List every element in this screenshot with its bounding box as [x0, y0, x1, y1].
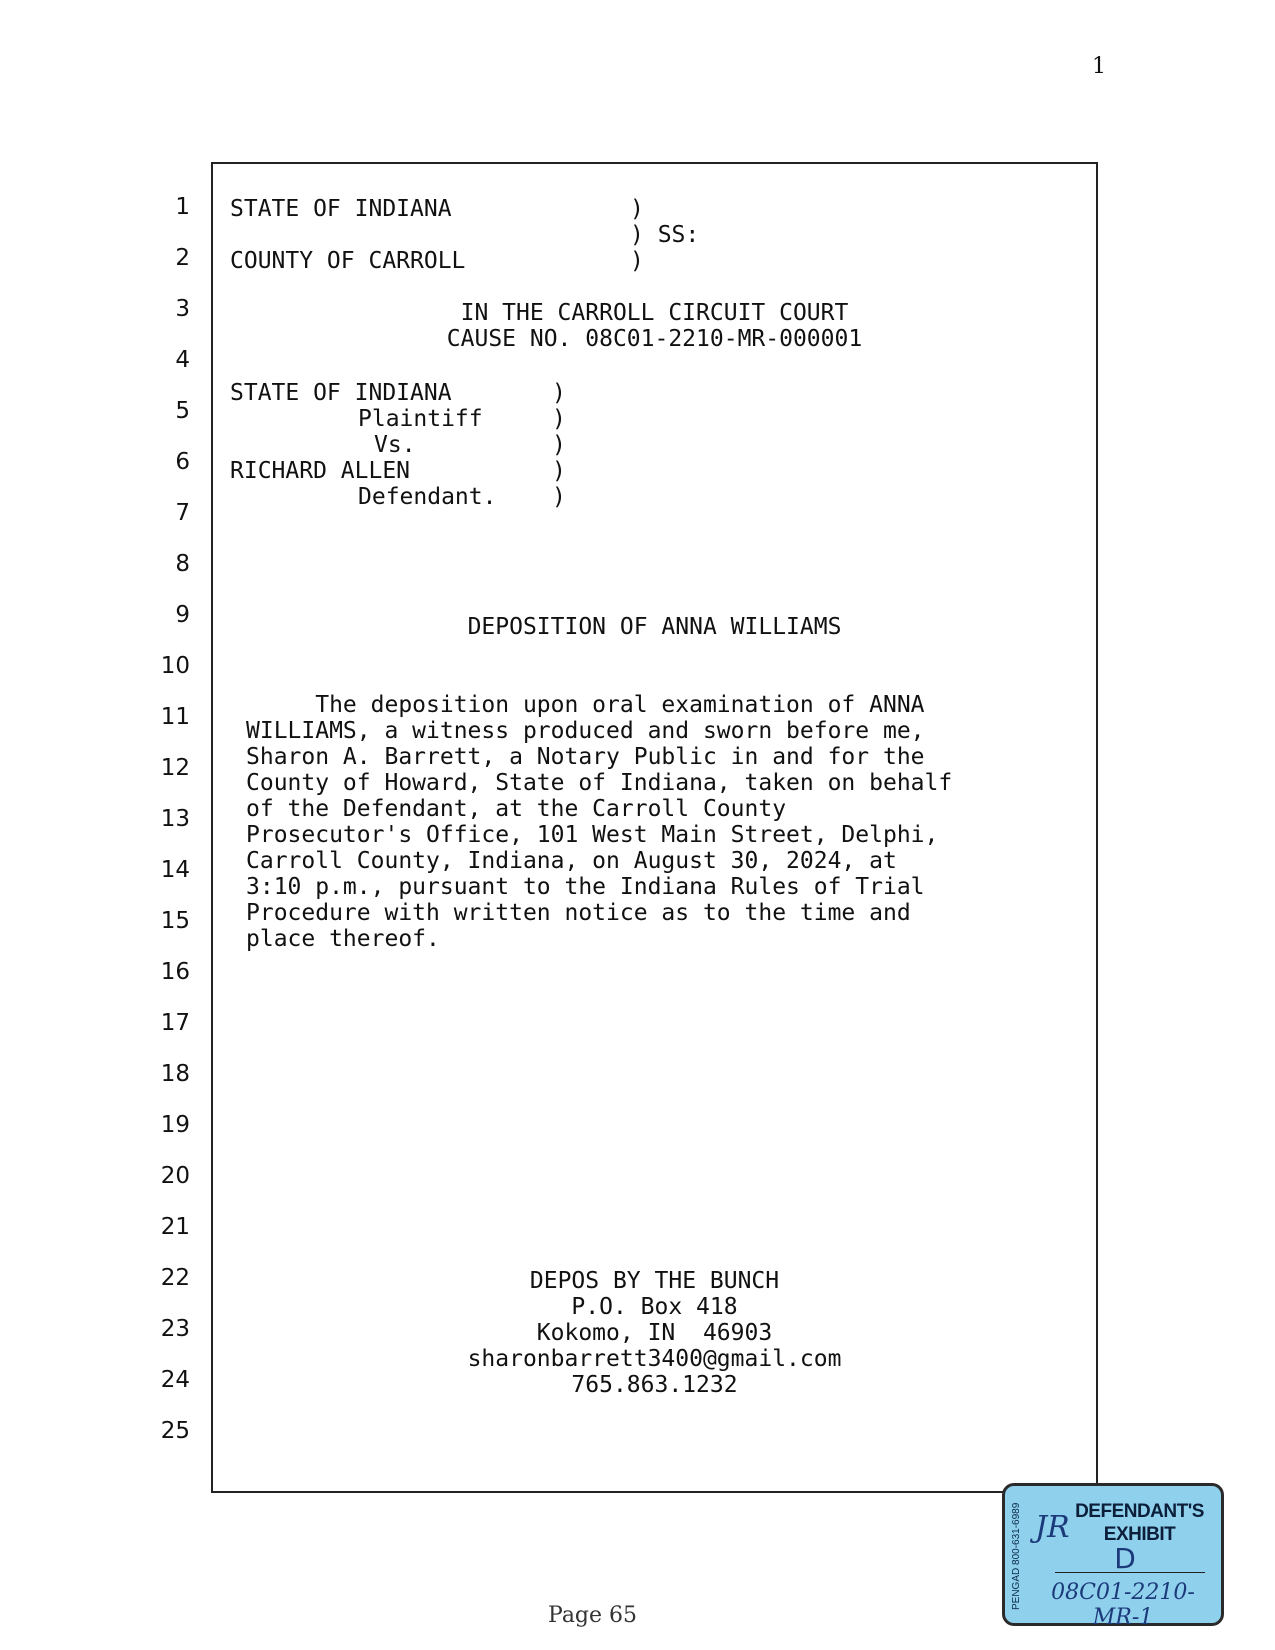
- line-number: 23: [160, 1316, 190, 1342]
- plaintiff-name: STATE OF INDIANA: [230, 380, 452, 406]
- sticker-case-ref: 08C01-2210-MR-1: [1051, 1580, 1195, 1630]
- line-number: 19: [160, 1112, 190, 1138]
- venue-state: STATE OF INDIANA: [230, 196, 452, 222]
- paragraph-line: The deposition upon oral examination of ANNA: [246, 692, 925, 718]
- venue-county: COUNTY OF CARROLL: [230, 248, 466, 274]
- line-number: 6: [175, 449, 190, 475]
- sticker-title: [1057, 1500, 1222, 1546]
- paragraph-line: 3:10 p.m., pursuant to the Indiana Rules of Trial: [246, 874, 925, 900]
- court-name: IN THE CARROLL CIRCUIT COURT: [460, 300, 849, 326]
- defendant-role: Defendant.: [358, 484, 497, 510]
- cause-number: CAUSE NO. 08C01-2210-MR-000001: [446, 326, 863, 352]
- caption-paren: ): [552, 380, 566, 406]
- line-number: 12: [160, 755, 190, 781]
- caption-paren: ): [552, 406, 566, 432]
- line-number: 15: [160, 908, 190, 934]
- caption-paren: ): [552, 432, 566, 458]
- line-number: 3: [175, 296, 190, 322]
- deposition-title: DEPOSITION OF ANNA WILLIAMS: [467, 614, 842, 640]
- versus: Vs.: [374, 432, 416, 458]
- reporter-name: DEPOS BY THE BUNCH: [529, 1268, 780, 1294]
- plaintiff-role: Plaintiff: [358, 406, 483, 432]
- reporter-po-box: P.O. Box 418: [571, 1294, 738, 1320]
- line-number: 7: [175, 500, 190, 526]
- line-number: 4: [175, 347, 190, 373]
- paragraph-line: Procedure with written notice as to the time and: [246, 900, 911, 926]
- line-number: 16: [160, 959, 190, 985]
- paragraph-line: Sharon A. Barrett, a Notary Public in and for the: [246, 744, 925, 770]
- sticker-initials: JR: [1035, 1510, 1070, 1545]
- line-number: 24: [160, 1367, 190, 1393]
- paragraph-line: WILLIAMS, a witness produced and sworn before me,: [246, 718, 925, 744]
- line-number: 9: [175, 602, 190, 628]
- paragraph-line: of the Defendant, at the Carroll County: [246, 796, 787, 822]
- page-number: 1: [1092, 54, 1106, 79]
- venue-ss: ) SS:: [630, 222, 700, 248]
- exhibit-sticker: [1002, 1483, 1224, 1630]
- line-number: 25: [160, 1418, 190, 1444]
- line-number: 17: [160, 1010, 190, 1036]
- line-number: 20: [160, 1163, 190, 1189]
- line-number: 14: [160, 857, 190, 883]
- paragraph-line: Prosecutor's Office, 101 West Main Street, Delphi,: [246, 822, 939, 848]
- caption-paren: ): [552, 458, 566, 484]
- reporter-email: sharonbarrett3400@gmail.com: [467, 1346, 842, 1372]
- reporter-phone: 765.863.1232: [571, 1372, 738, 1398]
- sticker-vendor-text: PENGAD 800-631-6989: [1011, 1502, 1022, 1610]
- line-number: 8: [175, 551, 190, 577]
- paragraph-line: County of Howard, State of Indiana, taken on behalf: [246, 770, 953, 796]
- sticker-rule: [1055, 1572, 1205, 1573]
- defendant-name: RICHARD ALLEN: [230, 458, 411, 484]
- reporter-city: Kokomo, IN 46903: [536, 1320, 773, 1346]
- paragraph-line: Carroll County, Indiana, on August 30, 2024, at: [246, 848, 897, 874]
- line-number: 22: [160, 1265, 190, 1291]
- paragraph-line: place thereof.: [246, 926, 440, 952]
- venue-paren: ): [630, 196, 644, 222]
- line-number: 18: [160, 1061, 190, 1087]
- line-number: 11: [160, 704, 190, 730]
- line-number: 21: [160, 1214, 190, 1240]
- sticker-title-line: EXHIBIT: [1103, 1524, 1176, 1545]
- line-number: 5: [175, 398, 190, 424]
- line-number: 13: [160, 806, 190, 832]
- line-number: 10: [160, 653, 190, 679]
- line-number: 2: [175, 245, 190, 271]
- venue-paren: ): [630, 248, 644, 274]
- caption-paren: ): [552, 484, 566, 510]
- line-number: 1: [175, 194, 190, 220]
- sticker-exhibit-letter: D: [1114, 1542, 1136, 1575]
- page-footer: Page 65: [548, 1603, 638, 1628]
- sticker-title-line: DEFENDANT'S: [1075, 1501, 1204, 1522]
